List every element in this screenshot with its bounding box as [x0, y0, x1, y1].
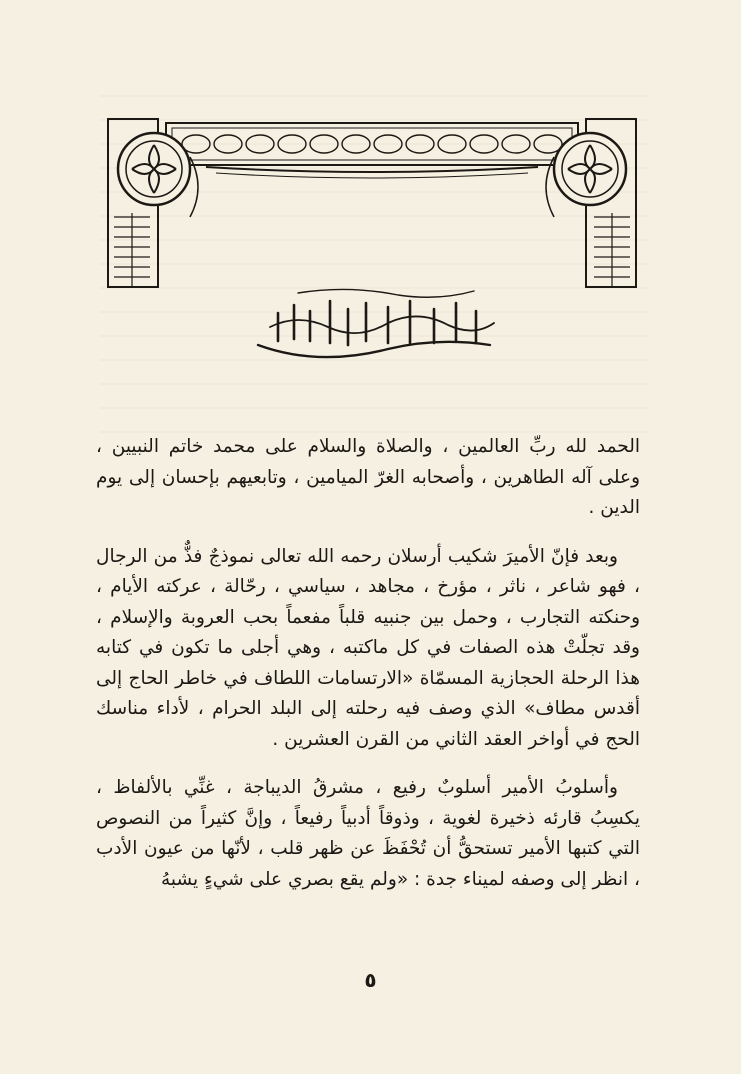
paragraph-style: وأسلوبُ الأمير أسلوبٌ رفيع ، مشرقُ الديباجة ، غنِّي بالألفاظ ، يكسِبُ قارئه ذخيرة لغوية ، وذوقاً أدبياً رفيعاً ، وإنَّ كثيراً من النصوص التي كتبها الأمير تستحقُّ أن تُحْفَظَ عن ظهر قلب ، لأنّها من عيون الأدب ، انظر إلى وصفه لميناء جدة : «ولم يقع بصري على شيءٍ يشبهُ — [96, 777, 640, 890]
page-number: ٥ — [364, 968, 377, 992]
basmala-calligraphy — [238, 283, 508, 373]
paragraph-about-author: وبعد فإنّ الأميرَ شكيب أرسلان رحمه الله تعالى نموذجٌ فذٌّ من الرجال ، فهو شاعر ، ناثر ، مؤرخ ، مجاهد ، سياسي ، رحّالة ، عركته الأيام ، وحنكته التجارب ، وحمل بين جنبيه قلباً مفعماً بحب العروبة والإسلام ، وقد تجلّتْ هذه الصفات في كل ماكتبه ، وهي أجلى ما تكون في كتابه هذا الرحلة الحجازية المسمّاة «الارتسامات اللطاف في خاطر الحاج إلى أقدس مطاف» الذي وصف فيه رحلته إلى البلد الحرام ، لأداء مناسك الحج في أواخر العقد الثاني من القرن العشرين . — [96, 545, 640, 750]
paragraph-opening: الحمد لله ربِّ العالمين ، والصلاة والسلام على محمد خاتم النبيين ، وعلى آله الطاهرين ، وأصحابه الغرّ الميامين ، وتابعيهم بإحسان إلى يوم الدين . — [96, 436, 640, 518]
ornamental-header-frame — [106, 117, 638, 289]
document-body — [96, 432, 640, 913]
